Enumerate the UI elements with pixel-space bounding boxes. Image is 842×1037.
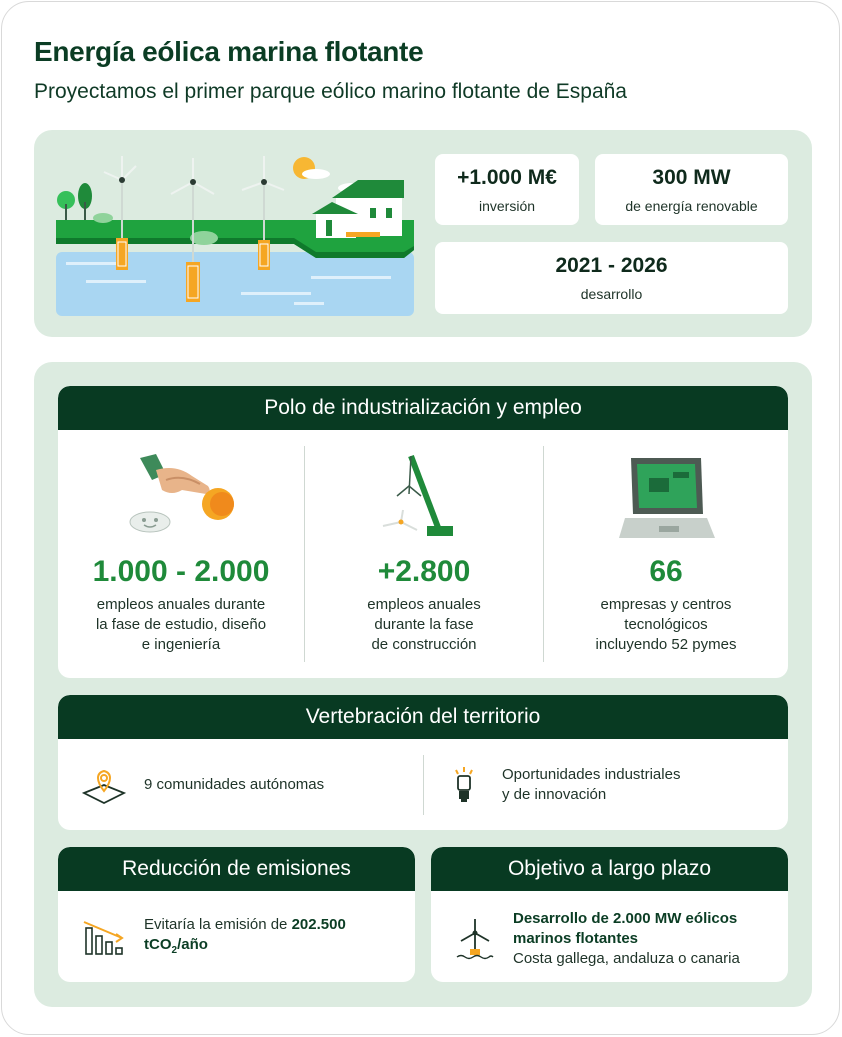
hero-section xyxy=(34,130,812,337)
territory-item-innovation-text: Oportunidades industriales y de innovación xyxy=(502,766,681,803)
territory-heading: Vertebración del territorio xyxy=(58,695,788,739)
column-divider xyxy=(423,755,424,815)
map-pin-icon xyxy=(82,765,126,805)
jobs-design-column xyxy=(58,430,304,655)
page-title: Energía eólica marina flotante xyxy=(34,36,424,67)
handshake-icon xyxy=(126,450,236,546)
page-subtitle: Proyectamos el primer parque eólico marino flotante de España xyxy=(34,80,627,103)
territory-item-regions xyxy=(82,765,324,805)
laptop-icon xyxy=(611,454,721,550)
jobs-design-value: 1.000 - 2.000 xyxy=(92,555,270,588)
declining-bars-icon xyxy=(82,918,126,958)
crane-icon xyxy=(369,450,479,546)
companies-column xyxy=(544,430,788,655)
stat-investment: +1.000 M€ inversión xyxy=(435,154,579,225)
territory-item-regions-text: 9 comunidades autónomas xyxy=(144,776,325,793)
jobs-construction-column xyxy=(305,430,543,655)
industrialization-panel xyxy=(58,386,788,678)
objective-panel xyxy=(431,847,788,982)
objective-heading: Objetivo a largo plazo xyxy=(431,847,788,891)
companies-value: 66 xyxy=(649,555,683,588)
emissions-item xyxy=(82,915,346,961)
jobs-construction-value: +2.800 xyxy=(377,555,471,588)
lightbulb-icon xyxy=(452,765,476,805)
jobs-design-desc: empleos anuales durante la fase de estudio, diseño e ingeniería xyxy=(95,596,267,653)
emissions-text: Evitaría la emisión de 202.500 tCO$_2$/año xyxy=(144,916,346,956)
impact-section xyxy=(34,362,812,1007)
territory-panel xyxy=(58,695,788,830)
wind-turbine-icon xyxy=(455,917,495,961)
emissions-heading: Reducción de emisiones xyxy=(58,847,415,891)
objective-text: Desarrollo de 2.000 MW eólicos marinos flotantes Costa gallega, andaluza o canaria xyxy=(513,910,740,967)
territory-item-innovation xyxy=(452,765,680,805)
stat-power: 300 MW de energía renovable xyxy=(595,154,788,225)
offshore-wind-farm-illustration xyxy=(56,152,414,316)
emissions-panel xyxy=(58,847,415,982)
companies-desc: empresas y centros tecnológicos incluyendo 52 pymes xyxy=(595,596,737,653)
infographic-card xyxy=(1,1,840,1035)
jobs-construction-desc: empleos anuales durante la fase de construcción xyxy=(367,596,481,653)
stat-timeline: 2021 - 2026 desarrollo xyxy=(435,242,788,314)
industrialization-heading: Polo de industrialización y empleo xyxy=(58,386,788,430)
objective-item xyxy=(455,909,740,969)
